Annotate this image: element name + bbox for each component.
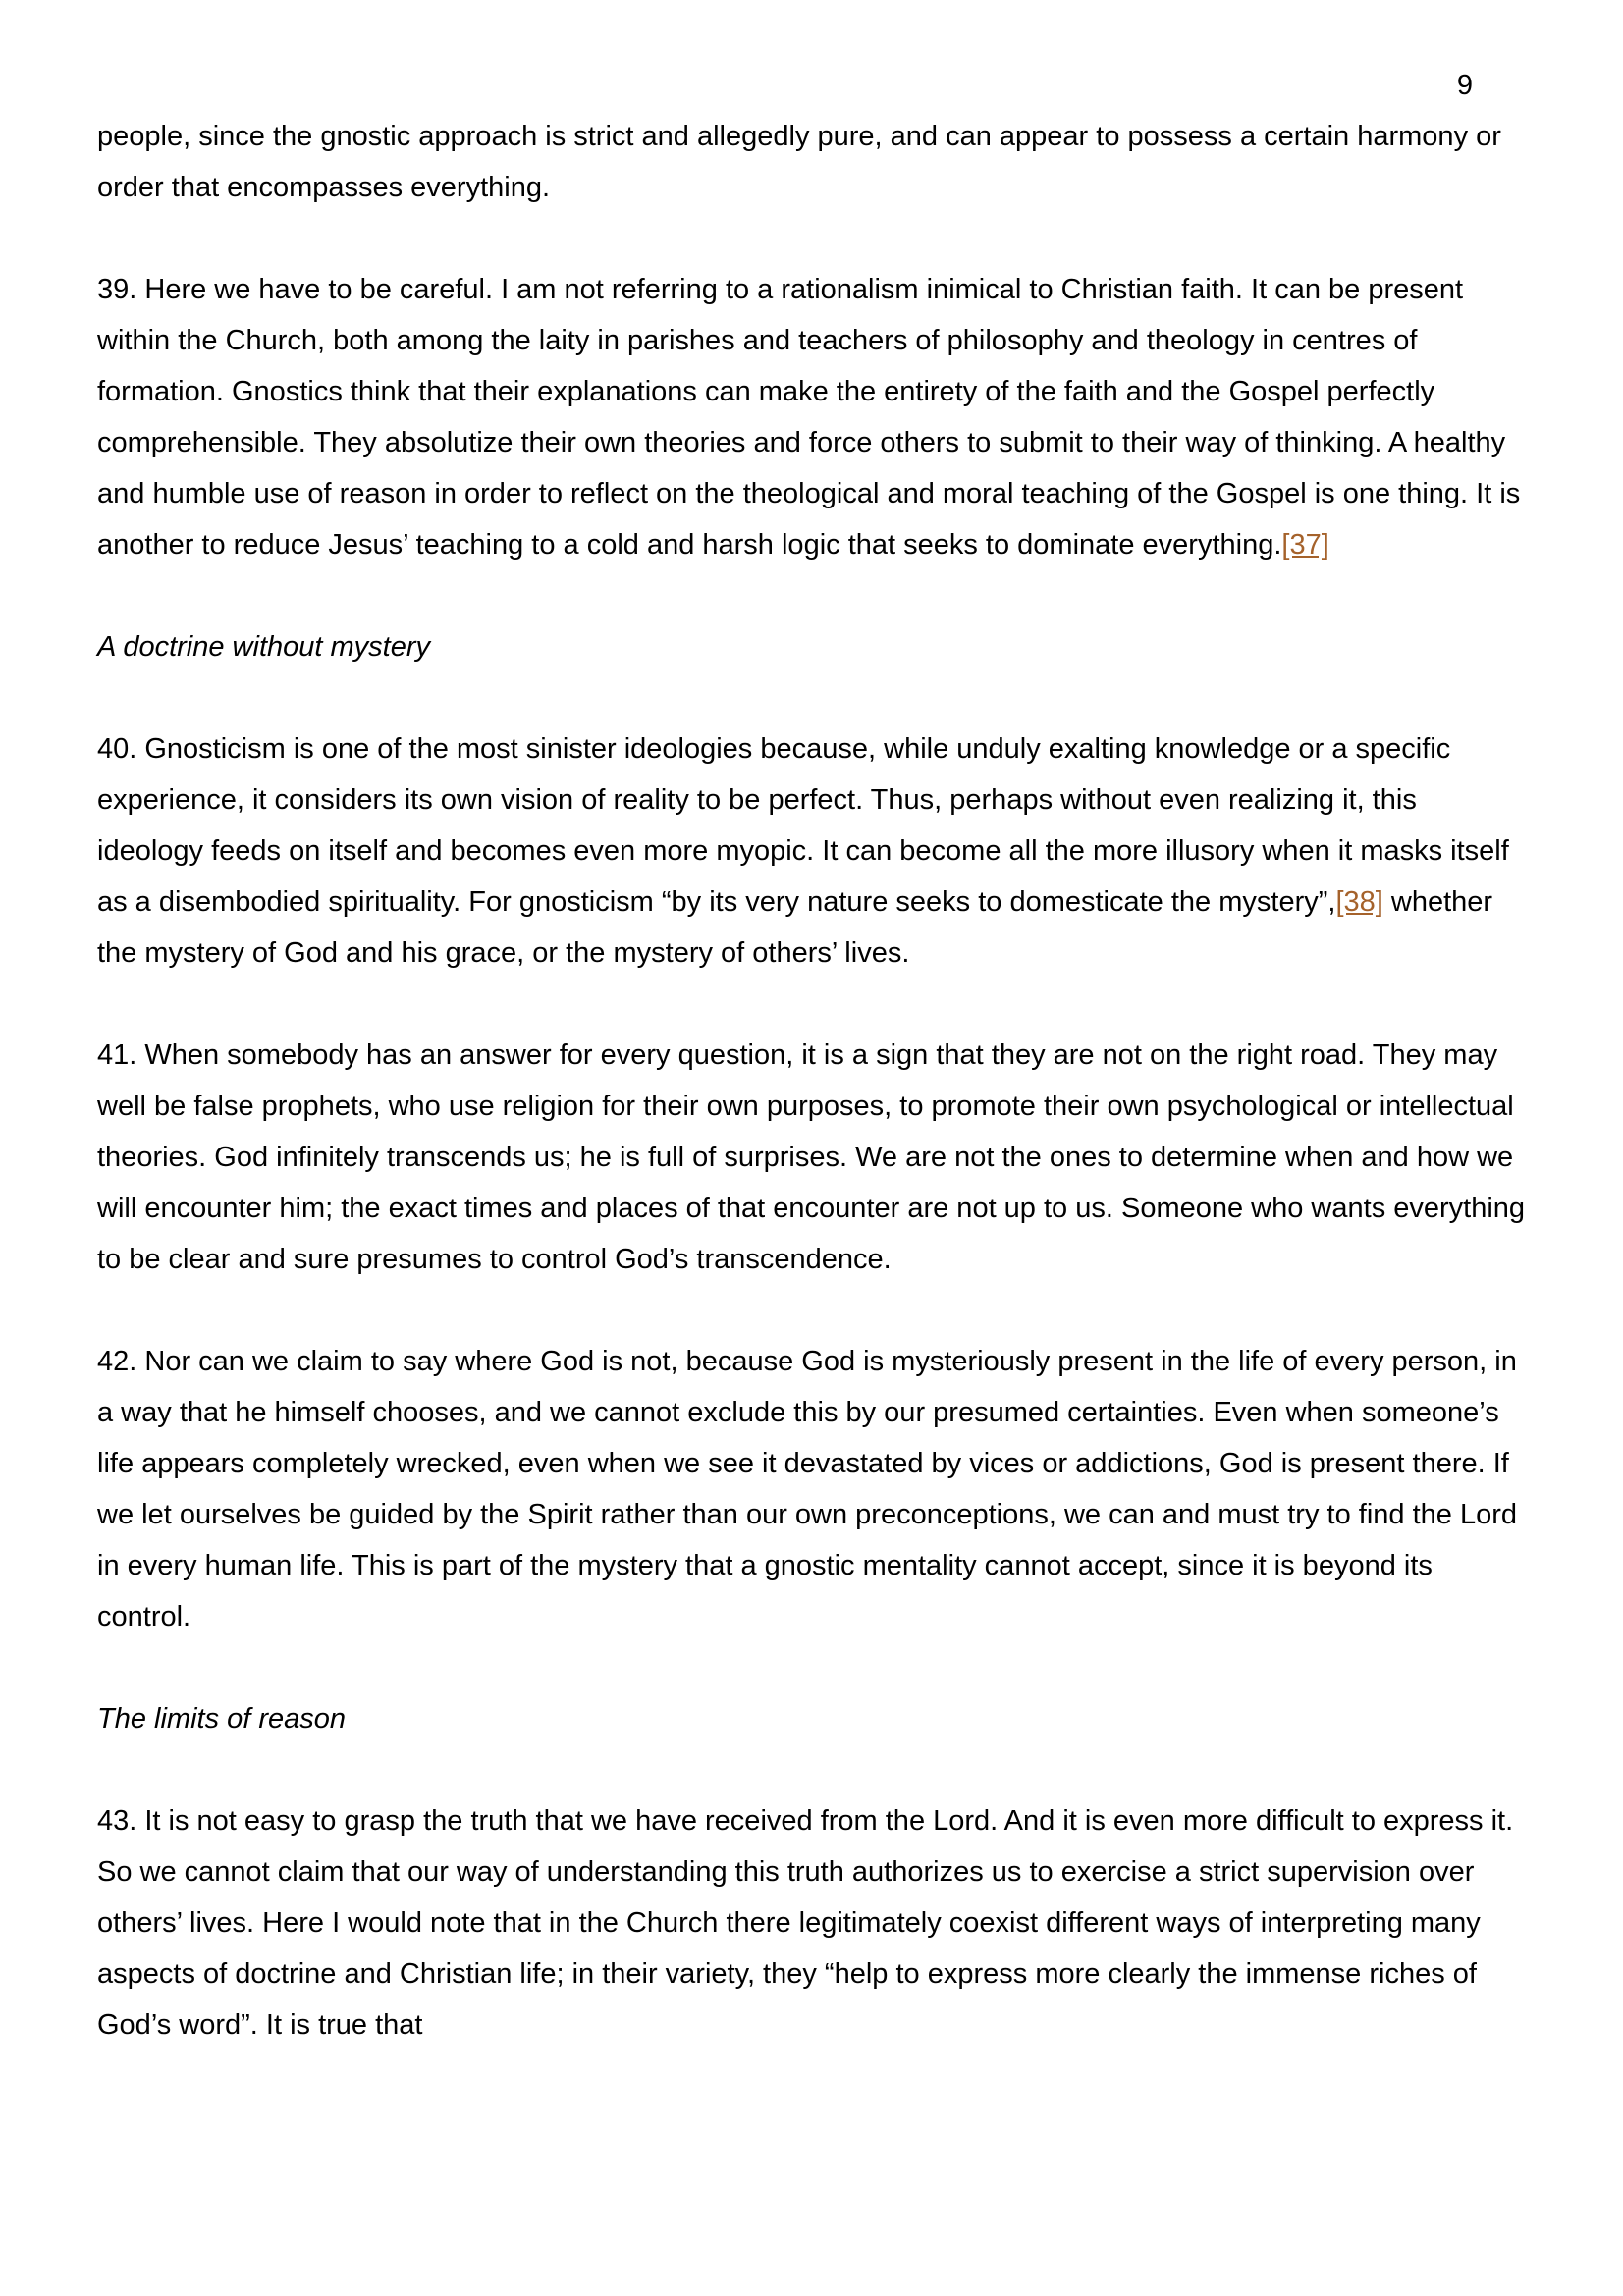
footnote-link-38[interactable]: [38] xyxy=(1335,886,1383,918)
heading-limits-of-reason: The limits of reason xyxy=(97,1703,347,1735)
paragraph-39 xyxy=(97,264,1526,570)
footnote-link-37[interactable]: [37] xyxy=(1281,529,1329,561)
page-number: 9 xyxy=(1456,70,1473,101)
paragraph-text: whether the mystery of God and his grace, or the mystery of others’ lives. xyxy=(97,886,1493,969)
paragraph-text: 42. Nor can we claim to say where God is not, because God is mysteriously present in the life of every person, in a way that he himself chooses, and we cannot exclude this by our presumed certainties. Even when someone’s life appears completely wrecked, even when we see it devastated by vices or addictions, God is present there. If we let ourselves be guided by the Spirit rather than our own preconceptions, we can and must try to find the Lord in every human life. This is part of the mystery that a gnostic mentality cannot accept, since it is beyond its control. xyxy=(97,1346,1517,1632)
paragraph-text: 39. Here we have to be careful. I am not referring to a rationalism inimical to Christian faith. It can be present within the Church, both among the laity in parishes and teachers of philosophy and theology in centres of formation. Gnostics think that their explanations can make the entirety of the faith and the Gospel perfectly comprehensible. They absolutize their own theories and force others to submit to their way of thinking. A healthy and humble use of reason in order to reflect on the theological and moral teaching of the Gospel is one thing. It is another to reduce Jesus’ teaching to a cold and harsh logic that seeks to dominate everything. xyxy=(97,274,1521,561)
paragraph-text: 40. Gnosticism is one of the most sinister ideologies because, while unduly exalting knowledge or a specific experience, it considers its own vision of reality to be perfect. Thus, perhaps without even realizing it, this ideology feeds on itself and becomes even more myopic. It can become all the more illusory when it masks itself as a disembodied spirituality. For gnosticism “by its very nature seeks to domesticate the mystery”, xyxy=(97,733,1509,918)
paragraph-text: people, since the gnostic approach is strict and allegedly pure, and can appear to possess a certain harmony or order that encompasses everything. xyxy=(97,121,1501,203)
heading-doctrine-without-mystery: A doctrine without mystery xyxy=(97,631,430,663)
paragraph-41 xyxy=(97,1030,1526,1285)
paragraph-38-continued xyxy=(97,111,1526,213)
paragraph-42 xyxy=(97,1336,1526,1642)
paragraph-43 xyxy=(97,1795,1526,2051)
paragraph-40 xyxy=(97,723,1526,979)
paragraph-text: 43. It is not easy to grasp the truth that we have received from the Lord. And it is even more difficult to express it. So we cannot claim that our way of understanding this truth authorizes us to exercise a strict supervision over others’ lives. Here I would note that in the Church there legitimately coexist different ways of interpreting many aspects of doctrine and Christian life; in their variety, they “help to express more clearly the immense riches of God’s word”. It is true that xyxy=(97,1805,1514,2041)
paragraph-text: 41. When somebody has an answer for every question, it is a sign that they are not on the right road. They may well be false prophets, who use religion for their own purposes, to promote their own psychological or intellectual theories. God infinitely transcends us; he is full of surprises. We are not the ones to determine when and how we will encounter him; the exact times and places of that encounter are not up to us. Someone who wants everything to be clear and sure presumes to control God’s transcendence. xyxy=(97,1040,1526,1275)
